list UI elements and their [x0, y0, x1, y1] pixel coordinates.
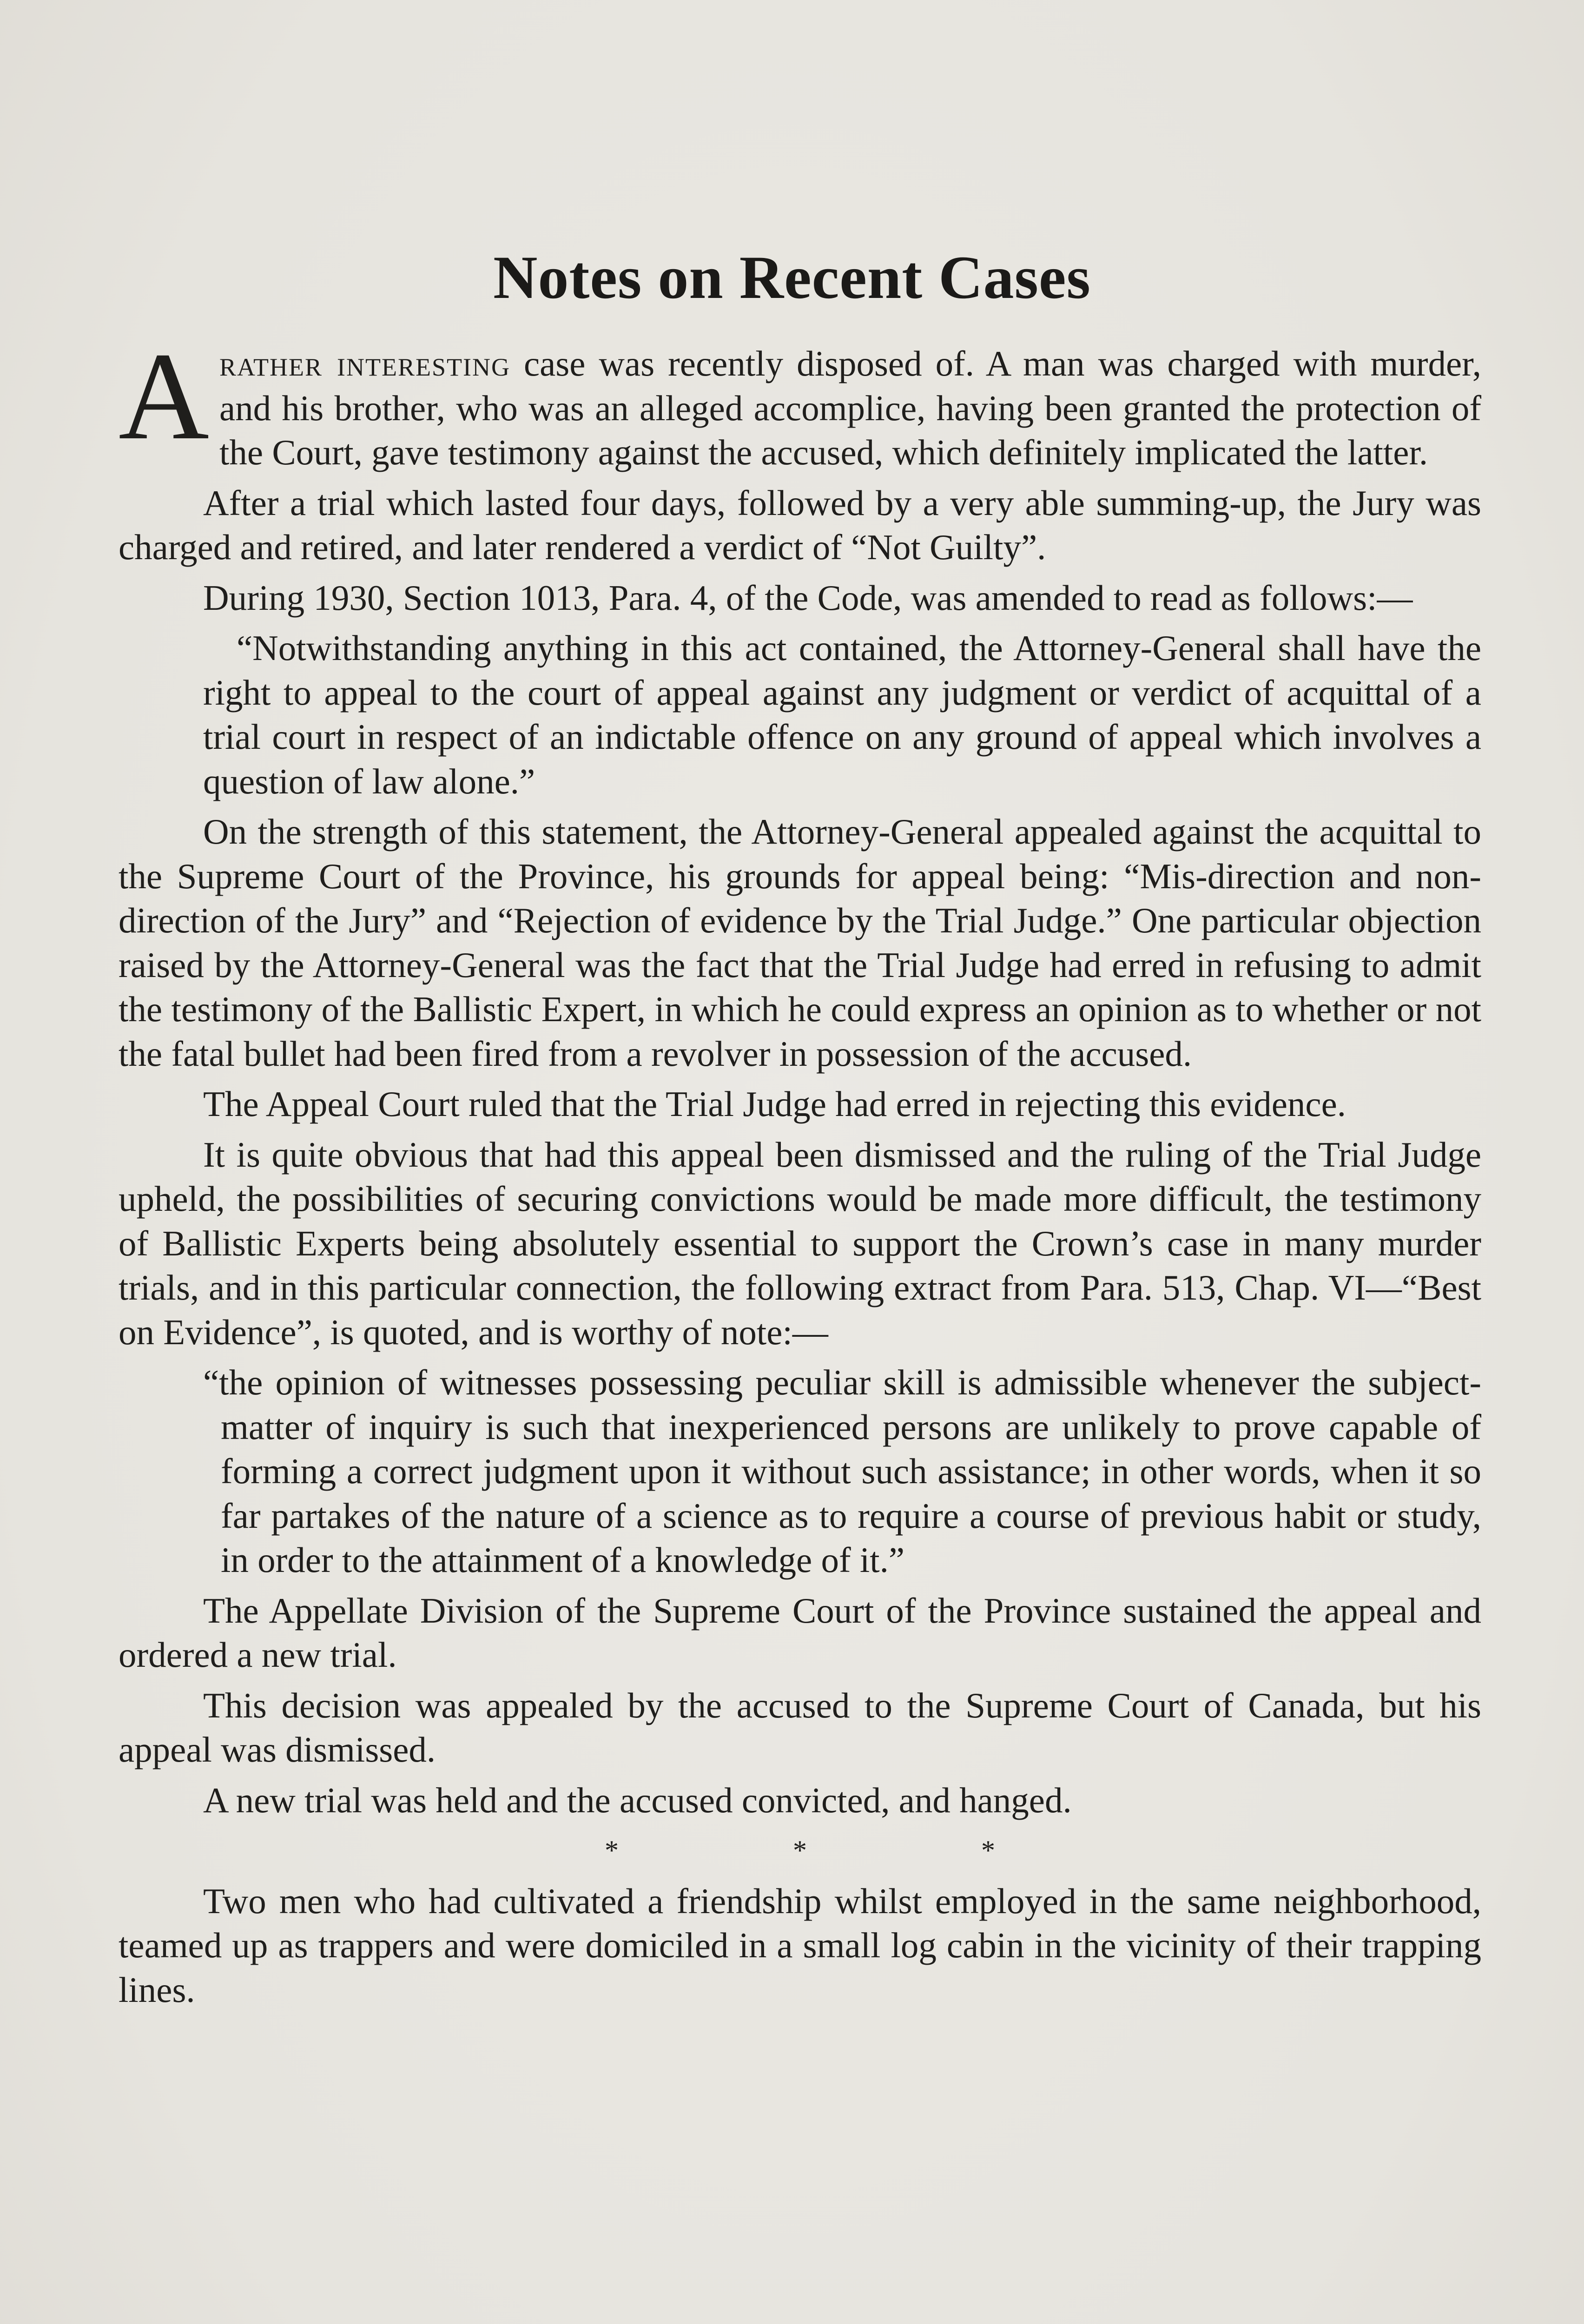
paragraph-1-text: case was recently disposed of. A man was charged with murder, and his brother, who was an alleged accomplice, having been granted the protection of the Court, gave testimony against the accused, which definitely implicated the latter. [219, 343, 1481, 472]
paragraph-9: A new trial was held and the accused convicted, and hanged. [203, 1780, 1072, 1820]
paragraph-10: Two men who had cultivated a friendship whilst employed in the same neighborhood, teamed up as trappers and were domiciled in a small log cabin in the vicinity of their trapping lines. [119, 1881, 1481, 2010]
drop-cap: A [119, 327, 209, 466]
code-quotation [119, 626, 1481, 804]
paragraph-4: On the strength of this statement, the Attorney-General appealed against the acquittal to the Supreme Court of the Province, his grounds for appeal being: “Mis-direction and non-direction of the Jury” and “Rejection of evidence by the Trial Judge.” One particular objection raised by the Attorney-General was the fact that the Trial Judge had erred in refusing to admit the testimony of the Ballistic Expert, in which he could express an opinion as to whether or not the fatal bullet had been fired from a revolver in possession of the accused. [119, 812, 1481, 1074]
article-body [119, 327, 1481, 2018]
page-title: Notes on Recent Cases [493, 243, 1091, 311]
evidence-quotation: “the opinion of witnesses possessing peculiar skill is admissible whenever the subject-matter of inquiry is such that inexperienced persons are unlikely to prove capable of forming a correct judgment upon it without such assistance; in other words, when it so far partakes of the nature of a science as to require a course of previous habit or study, in order to the attainment of a knowledge of it.” [203, 1362, 1481, 1580]
opening-small-caps: rather interesting [219, 343, 510, 383]
paragraph-8: This decision was appealed by the accused to the Supreme Court of Canada, but his appeal was dismissed. [119, 1685, 1481, 1769]
paragraph-7: The Appellate Division of the Supreme Court of the Province sustained the appeal and ordered a new trial. [119, 1590, 1481, 1675]
code-quotation-text: “Notwithstanding anything in this act contained, the Attorney-General shall have the right to appeal to the court of appeal against any judgment or verdict of acquittal of a trial court in respect of an indictable offence on any ground of appeal which involves a question of law alone.” [203, 628, 1481, 801]
paragraph-5: The Appeal Court ruled that the Trial Judge had erred in rejecting this evidence. [203, 1084, 1346, 1124]
paragraph-1 [119, 327, 1481, 475]
paragraph-3: During 1930, Section 1013, Para. 4, of the Code, was amended to read as follows:— [203, 577, 1413, 618]
section-separator: * * * [605, 1835, 1079, 1866]
paragraph-6: It is quite obvious that had this appeal been dismissed and the ruling of the Trial Judge upheld, the possibilities of securing convictions would be made more difficult, the testimony of Ballistic Experts being absolutely essential to support the Crown’s case in many murder trials, and in this particular connection, the following extract from Para. 513, Chap. VI—“Best on Evidence”, is quoted, and is worthy of note:— [119, 1134, 1481, 1352]
paragraph-2: After a trial which lasted four days, followed by a very able summing-up, the Jury was charged and retired, and later rendered a verdict of “Not Guilty”. [119, 482, 1481, 567]
